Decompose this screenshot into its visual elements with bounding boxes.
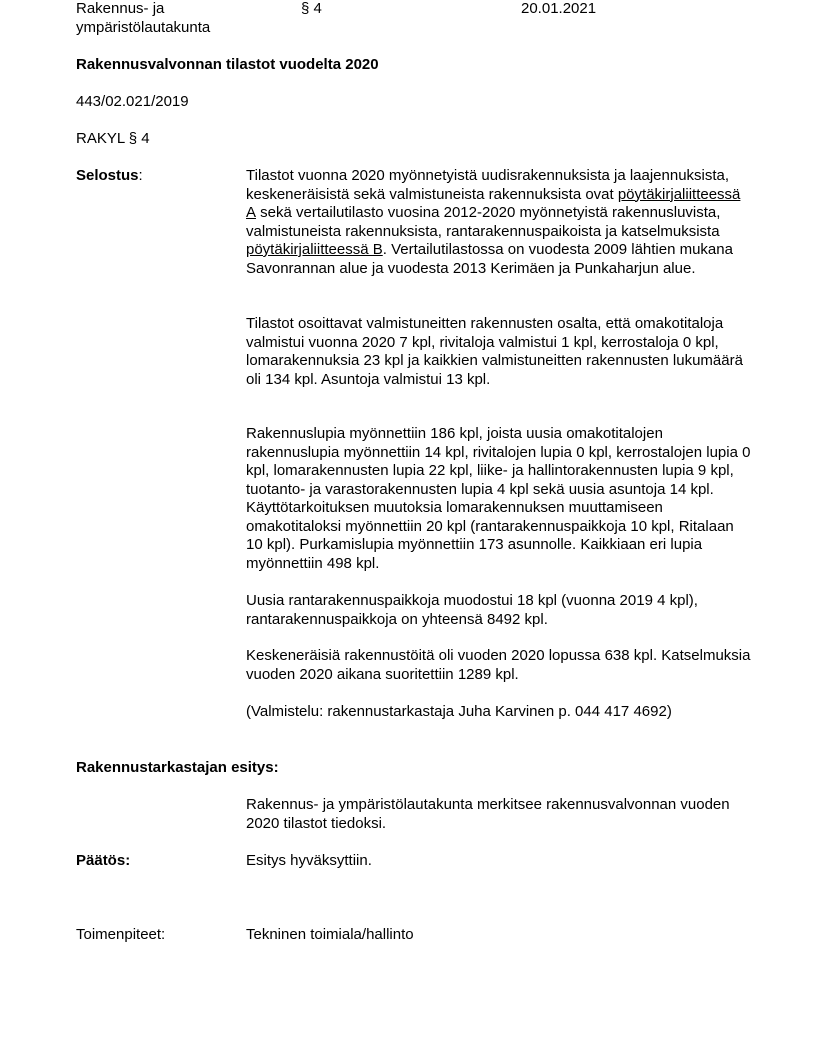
section-number: § 4 bbox=[301, 0, 322, 17]
selostus-label-text: Selostus bbox=[76, 167, 139, 184]
paatos-text: Esitys hyväksyttiin. bbox=[246, 852, 372, 869]
reference-number: 443/02.021/2019 bbox=[76, 93, 189, 110]
selostus-paragraph-1 bbox=[246, 167, 751, 278]
selostus-paragraph-3: Rakennuslupia myönnettiin 186 kpl, joista uusia omakotitalojen rakennuslupia myönnettiin 14 kpl, rivitalojen lupia 0 kpl, kerrostalojen lupia 0 kpl, lomarakennusten lupia 22 kpl, liike- ja hallintorakennusten lupia 9 kpl, tuotanto- ja varastorakennusten lupia 4 kpl sekä uusia asuntoja 14 kpl. Käyttötarkoituksen muutoksia lomarakennuksen muuttamiseen omakotitaloksi myönnettiin 20 kpl (rantarakennuspaikkoja 10 kpl, Ritalaan 10 kpl). Purkamislupia myönnettiin 173 asunnolle. Kaikkiaan eri lupia myönnettiin 498 kpl. bbox=[246, 425, 751, 572]
board-name-line1: Rakennus- ja bbox=[76, 0, 165, 17]
selostus-paragraph-4: Uusia rantarakennuspaikkoja muodostui 18 kpl (vuonna 2019 4 kpl), rantarakennuspaikkoja on yhteensä 8492 kpl. bbox=[246, 592, 698, 628]
esitys-label: Rakennustarkastajan esitys: bbox=[76, 759, 279, 776]
toimenpiteet-label: Toimenpiteet: bbox=[76, 926, 166, 943]
selostus-p1-text-b: sekä vertailutilasto vuosina 2012-2020 myönnetyistä rakennusluvista, valmistuneista rakennuksista, rantarakennuspaikoista ja katselmuksista bbox=[246, 204, 721, 240]
selostus-p1-text-a: Tilastot vuonna 2020 myönnetyistä uudisrakennuksista ja laajennuksista, keskeneräisistä sekä valmistuneista rakennuksista ovat bbox=[246, 167, 730, 203]
selostus-label-colon: : bbox=[138, 167, 143, 184]
selostus-paragraph-5: Keskeneräisiä rakennustöitä oli vuoden 2020 lopussa 638 kpl. Katselmuksia vuoden 2020 aikana suoritettiin 1289 kpl. bbox=[246, 647, 751, 683]
paatos-label: Päätös: bbox=[76, 852, 131, 869]
attachment-b-link[interactable]: pöytäkirjaliitteessä B bbox=[246, 241, 383, 258]
meeting-date: 20.01.2021 bbox=[521, 0, 597, 17]
attachment-a-link[interactable]: pöytäkirjaliitteessä A bbox=[246, 185, 741, 221]
toimenpiteet-text: Tekninen toimiala/hallinto bbox=[246, 926, 414, 943]
selostus-label bbox=[76, 167, 143, 186]
rakyl-reference: RAKYL § 4 bbox=[76, 130, 150, 147]
document-title: Rakennusvalvonnan tilastot vuodelta 2020 bbox=[76, 56, 379, 73]
selostus-p1-text-c: . Vertailutilastossa on vuodesta 2009 lähtien mukana Savonrannan alue ja vuodesta 2013 Kerimäen ja Punkaharjun alue. bbox=[246, 241, 733, 277]
board-name bbox=[76, 0, 210, 37]
selostus-paragraph-2: Tilastot osoittavat valmistuneitten rakennusten osalta, että omakotitaloja valmistui vuonna 2020 7 kpl, rivitaloja valmistui 1 kpl, kerrostaloja 0 kpl, lomarakennuksia 23 kpl ja kaikkien valmistuneitten rakennusten lukumäärä oli 134 kpl. Asuntoja valmistui 13 kpl. bbox=[246, 315, 743, 388]
selostus-paragraph-6: (Valmistelu: rakennustarkastaja Juha Karvinen p. 044 417 4692) bbox=[246, 703, 672, 720]
board-name-line2: ympäristölautakunta bbox=[76, 18, 211, 36]
esitys-text: Rakennus- ja ympäristölautakunta merkitsee rakennusvalvonnan vuoden 2020 tilastot tiedoksi. bbox=[246, 796, 730, 832]
